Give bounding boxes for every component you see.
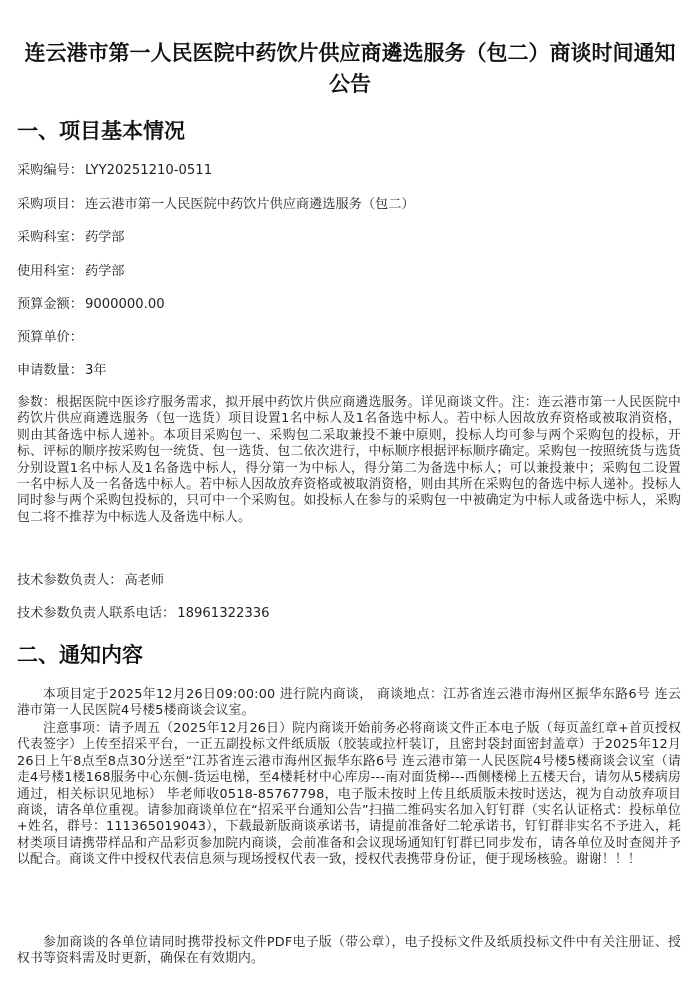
field-label: 采购科室： — [17, 230, 83, 245]
notice-paragraph-schedule: 本项目定于2025年12月26日09:00:00 进行院内商谈， 商谈地点：江苏省连云港市海州区振华东路6号 连云港市第一人民医院4号楼5楼商谈会议室。 — [17, 687, 681, 719]
field-budget-amount — [17, 295, 165, 315]
parameters-paragraph: 参数：根据医院中医诊疗服务需求，拟开展中药饮片供应商遴选服务。详见商谈文件。注：连云港市第一人民医院中药饮片供应商遴选服务（包一选货）项目设置1名中标人及1名备选中标人。若中标人因故放弃资格或被取消资格，则由其备选中标人递补。本项目采购包一、采购包二采取兼投不兼中原则，投标人均可参与两个采购包的投标，开标、评标的顺序按采购包一统货、包一选货、包二依次进行，中标顺序根据评标顺序确定。采购包一按照统货与选货分别设置1名中标人及1名备选中标人，得分第一为中标人，得分第二为备选中标人；可以兼投兼中；采购包二设置一名中标人及一名备选中标人。若中标人因故放弃资格或被取消资格，则由其所在采购包的备选中标人递补。投标人同时参与两个采购包投标的，只可中一个采购包。如投标人在参与的采购包一中被确定为中标人或备选中标人，采购包二将不推荐为中标选人及备选中标人。 — [17, 395, 681, 525]
field-procurement-department — [17, 228, 125, 248]
field-value: 连云港市第一人民医院中药饮片供应商遴选服务（包二） — [84, 197, 415, 212]
field-quantity — [17, 361, 107, 381]
field-budget-unit-price — [17, 328, 85, 348]
field-procurement-project — [17, 195, 415, 215]
field-using-department — [17, 262, 125, 282]
section-heading-basic-info: 一、项目基本情况 — [17, 119, 185, 143]
field-value: 18961322336 — [177, 606, 270, 621]
field-tech-contact-phone — [17, 604, 270, 624]
field-tech-contact — [17, 571, 164, 591]
field-value: 3年 — [84, 363, 107, 378]
field-label: 预算金额： — [17, 297, 83, 312]
field-label: 技术参数负责人联系电话： — [17, 606, 176, 621]
field-label: 技术参数负责人： — [17, 573, 123, 588]
field-value: 药学部 — [84, 230, 125, 245]
page-title: 连云港市第一人民医院中药饮片供应商遴选服务（包二）商谈时间通知公告 — [24, 41, 676, 96]
field-label: 采购编号： — [17, 163, 83, 178]
notice-paragraph-precautions: 注意事项：请予周五（2025年12月26日）院内商谈开始前务必将商谈文件正本电子版（每页盖红章+首页授权代表签字）上传至招采平台，一正五副投标文件纸质版（胶装或拉杆装订，且密封袋封面密封盖章）于2025年12月26日上午8点至8点30分送至“江苏省连云港市海州区振华东路6号 连云港市第一人民医院4号楼5楼商谈会议室（请走4号楼1楼168服务中心东侧-货运电梯，至4楼耗材中心库房---南对面货梯---西侧楼梯上五楼天台，请勿从5楼病房通过，相关标识见地标） 毕老师收0518-85767798，电子版未按时上传且纸质版未按时送达，视为自动放弃项目商谈，请各单位重视。请参加商谈单位在“招采平台通知公告”扫描二维码实名加入钉钉群（实名认证格式：投标单位+姓名，群号：111365019043），下载最新版商谈承诺书，请提前准备好二轮承诺书，钉钉群非实名不予进入，耗材类项目请携带样品和产品彩页参加院内商谈，会前准备和会议现场通知钉钉群已同步发布，请各单位及时查阅并予以配合。商谈文件中授权代表信息须与现场授权代表一致，授权代表携带身份证，便于现场核验。谢谢！！！ — [17, 721, 681, 868]
field-value: 9000000.00 — [84, 297, 165, 312]
field-label: 采购项目： — [17, 197, 83, 212]
field-value: 高老师 — [124, 573, 165, 588]
field-procurement-number — [17, 161, 212, 181]
field-value: LYY20251210-0511 — [84, 163, 213, 178]
field-label: 申请数量： — [17, 363, 83, 378]
field-label: 预算单价： — [17, 330, 83, 345]
section-heading-notice: 二、通知内容 — [17, 643, 143, 667]
field-value: 药学部 — [84, 264, 125, 279]
field-label: 使用科室： — [17, 264, 83, 279]
notice-paragraph-documents: 参加商谈的各单位请同时携带投标文件PDF电子版（带公章），电子投标文件及纸质投标文件中有关注册证、授权书等资料需及时更新，确保在有效期内。 — [17, 935, 681, 967]
